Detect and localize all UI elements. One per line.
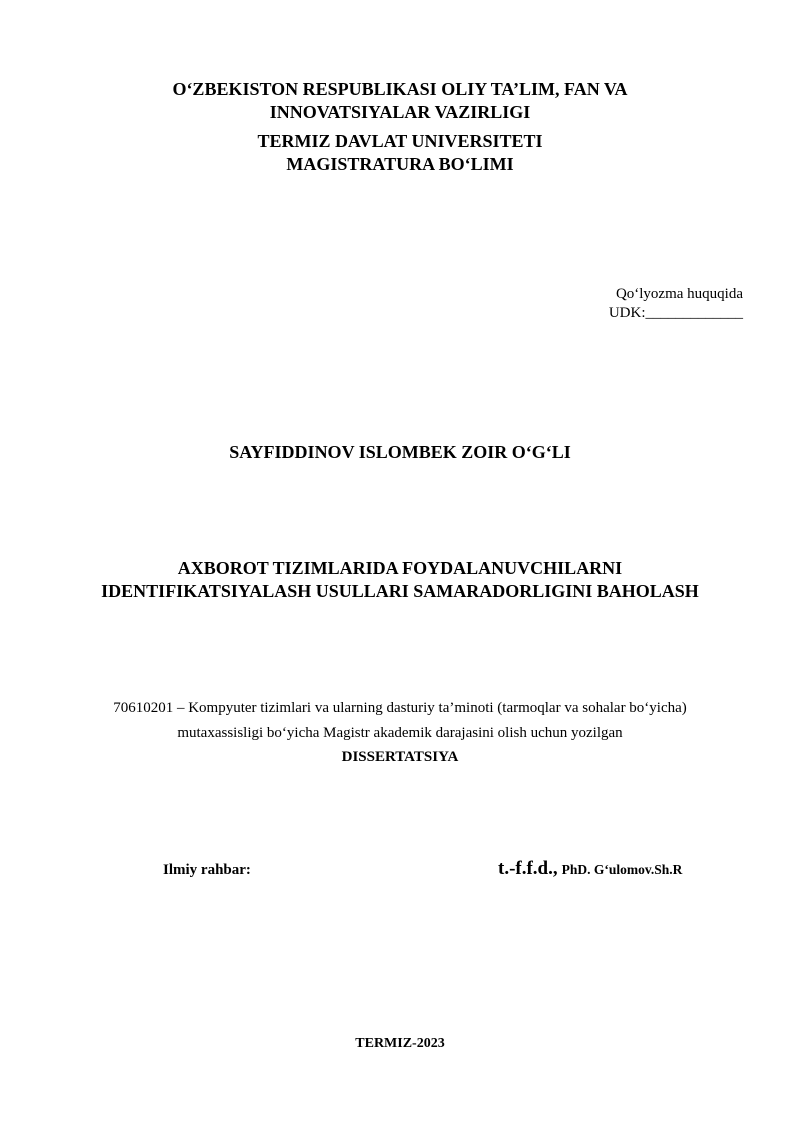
supervisor-info: [498, 858, 682, 880]
supervisor-label: Ilmiy rahbar:: [163, 862, 251, 878]
document-type: DISSERTATSIYA: [341, 749, 459, 765]
place-year: TERMIZ-2023: [355, 1036, 445, 1051]
thesis-title-line-1: AXBOROT TIZIMLARIDA FOYDALANUVCHILARNI: [177, 558, 623, 578]
specialty-line-2: mutaxassisligi bo‘yicha Magistr akademik darajasini olish uchun yozilgan: [177, 725, 623, 741]
udk-field: UDK:_____________: [608, 305, 743, 321]
thesis-title-line-2: IDENTIFIKATSIYALASH USULLARI SAMARADORLIGINI BAHOLASH: [101, 581, 699, 601]
supervisor-degree: t.-f.f.d.,: [498, 858, 558, 879]
ministry-line-1: O‘ZBEKISTON RESPUBLIKASI OLIY TA’LIM, FAN VA: [172, 79, 628, 99]
supervisor-name: PhD. G‘ulomov.Sh.R: [561, 862, 683, 877]
university-name: TERMIZ DAVLAT UNIVERSITETI: [257, 131, 543, 151]
author-name: SAYFIDDINOV ISLOMBEK ZOIR O‘G‘LI: [229, 442, 571, 462]
specialty-line-1: 70610201 – Kompyuter tizimlari va ularning dasturiy ta’minoti (tarmoqlar va sohalar bo‘yicha): [113, 700, 687, 716]
manuscript-rights: Qo‘lyozma huquqida: [615, 286, 743, 302]
ministry-line-2: INNOVATSIYALAR VAZIRLIGI: [269, 102, 531, 122]
department-name: MAGISTRATURA BO‘LIMI: [286, 154, 514, 174]
